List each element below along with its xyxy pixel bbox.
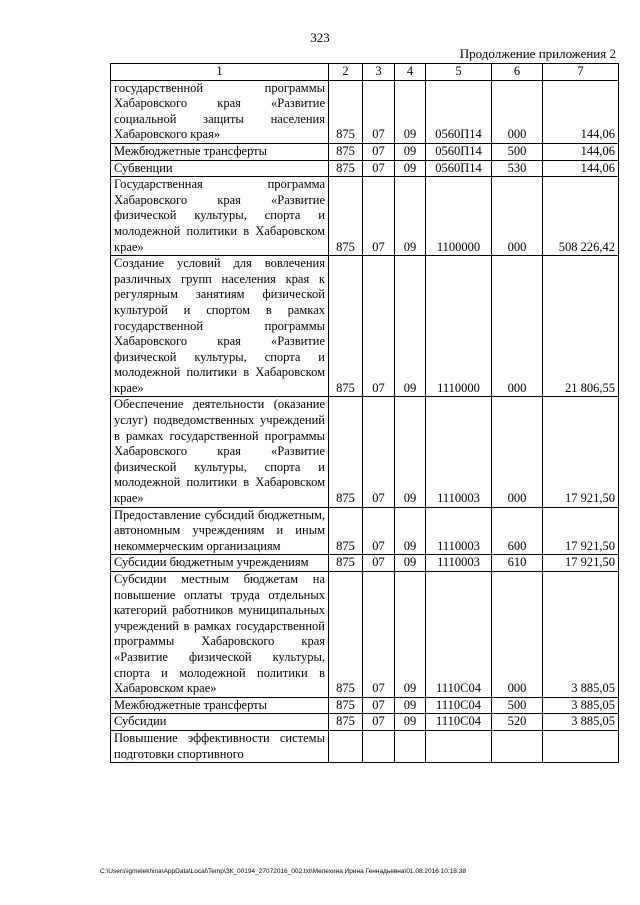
amount-cell: 3 885,05 (543, 572, 619, 698)
section-cell: 07 (363, 697, 395, 714)
column-header: 3 (363, 64, 395, 81)
row-name-cell: Субсидии (111, 714, 329, 731)
column-header: 6 (492, 64, 543, 81)
section-cell: 07 (363, 572, 395, 698)
subsection-cell (395, 730, 426, 762)
table-row (111, 160, 619, 177)
target-article-cell: 0560П14 (426, 80, 492, 143)
section-cell (363, 730, 395, 762)
column-header: 2 (329, 64, 363, 81)
target-article-cell: 1110С04 (426, 714, 492, 731)
target-article-cell: 0560П14 (426, 143, 492, 160)
row-name-cell: Государственная программа Хабаровского края «Развитие физической культуры, спорта и молодежной политики в Хабаровском крае» (111, 177, 329, 256)
table-row (111, 80, 619, 143)
expense-type-cell: 000 (492, 177, 543, 256)
table-row (111, 714, 619, 731)
column-header: 1 (111, 64, 329, 81)
row-name-cell: Повышение эффективности системы подготовки спортивного (111, 730, 329, 762)
section-cell: 07 (363, 256, 395, 397)
target-article-cell: 1100000 (426, 177, 492, 256)
target-article-cell: 1110С04 (426, 572, 492, 698)
target-article-cell: 1110С04 (426, 697, 492, 714)
row-name-cell: Предоставление субсидий бюджетным, автономным учреждениям и иным некоммерческим организациям (111, 507, 329, 555)
row-name-cell: Создание условий для вовлечения различных групп населения края к регулярным занятиям физической культурой и спортом в рамках государственной программы Хабаровского края «Развитие физической культуры, спорта и молодежной политики в Хабаровском крае» (111, 256, 329, 397)
code-cell: 875 (329, 697, 363, 714)
row-name-cell: Межбюджетные трансферты (111, 697, 329, 714)
table-body (111, 80, 619, 763)
column-header: 4 (395, 64, 426, 81)
amount-cell: 21 806,55 (543, 256, 619, 397)
target-article-cell: 1110003 (426, 555, 492, 572)
row-name-cell: Обеспечение деятельности (оказание услуг) подведомственных учреждений в рамках государственной программы Хабаровского края «Развитие физической культуры, спорта и молодежной политики в Хабаровском крае» (111, 397, 329, 507)
expense-type-cell: 500 (492, 143, 543, 160)
subsection-cell: 09 (395, 256, 426, 397)
subsection-cell: 09 (395, 714, 426, 731)
section-cell: 07 (363, 397, 395, 507)
target-article-cell: 1110000 (426, 256, 492, 397)
code-cell: 875 (329, 714, 363, 731)
file-path-footer: C:\Users\igmelekhina\AppData\Local\Temp\ЗК_00194_27072016_002.txt\Мелехина Ирина Геннадьевна\01.08.2016 10:18:38 (100, 868, 466, 875)
row-name-cell: Субвенции (111, 160, 329, 177)
table-row (111, 697, 619, 714)
subsection-cell: 09 (395, 572, 426, 698)
table-row (111, 730, 619, 762)
subsection-cell: 09 (395, 507, 426, 555)
amount-cell: 3 885,05 (543, 697, 619, 714)
table-row (111, 555, 619, 572)
column-header: 5 (426, 64, 492, 81)
code-cell: 875 (329, 572, 363, 698)
section-cell: 07 (363, 143, 395, 160)
section-cell: 07 (363, 714, 395, 731)
subsection-cell: 09 (395, 397, 426, 507)
code-cell: 875 (329, 256, 363, 397)
column-header: 7 (543, 64, 619, 81)
code-cell: 875 (329, 143, 363, 160)
subsection-cell: 09 (395, 160, 426, 177)
subsection-cell: 09 (395, 143, 426, 160)
amount-cell: 144,06 (543, 160, 619, 177)
expense-type-cell: 000 (492, 256, 543, 397)
expense-type-cell (492, 730, 543, 762)
subsection-cell: 09 (395, 177, 426, 256)
table-row (111, 177, 619, 256)
expense-type-cell: 000 (492, 397, 543, 507)
section-cell: 07 (363, 507, 395, 555)
table-row (111, 507, 619, 555)
amount-cell (543, 730, 619, 762)
code-cell (329, 730, 363, 762)
target-article-cell: 1110003 (426, 397, 492, 507)
expense-type-cell: 530 (492, 160, 543, 177)
code-cell: 875 (329, 397, 363, 507)
expense-type-cell: 600 (492, 507, 543, 555)
table-row (111, 572, 619, 698)
table-row (111, 256, 619, 397)
amount-cell: 508 226,42 (543, 177, 619, 256)
subsection-cell: 09 (395, 555, 426, 572)
section-cell: 07 (363, 555, 395, 572)
code-cell: 875 (329, 507, 363, 555)
target-article-cell: 0560П14 (426, 160, 492, 177)
code-cell: 875 (329, 160, 363, 177)
expense-type-cell: 610 (492, 555, 543, 572)
code-cell: 875 (329, 177, 363, 256)
amount-cell: 3 885,05 (543, 714, 619, 731)
expense-type-cell: 500 (492, 697, 543, 714)
page-number: 323 (310, 30, 330, 45)
code-cell: 875 (329, 80, 363, 143)
target-article-cell: 1110003 (426, 507, 492, 555)
budget-table (110, 63, 619, 763)
row-name-cell: Субсидии местным бюджетам на повышение оплаты труда отдельных категорий работников муниципальных учреждений в рамках государственной программы Хабаровского края «Развитие физической культуры, спорта и молодежной политики в Хабаровском крае» (111, 572, 329, 698)
continuation-label: Продолжение приложения 2 (459, 46, 616, 61)
section-cell: 07 (363, 80, 395, 143)
table-row (111, 397, 619, 507)
table-header-row (111, 64, 619, 81)
code-cell: 875 (329, 555, 363, 572)
row-name-cell: Межбюджетные трансферты (111, 143, 329, 160)
amount-cell: 144,06 (543, 143, 619, 160)
amount-cell: 144,06 (543, 80, 619, 143)
section-cell: 07 (363, 177, 395, 256)
row-name-cell: государственной программы Хабаровского края «Развитие социальной защиты населения Хабаровского края» (111, 80, 329, 143)
subsection-cell: 09 (395, 697, 426, 714)
table-row (111, 143, 619, 160)
amount-cell: 17 921,50 (543, 555, 619, 572)
target-article-cell (426, 730, 492, 762)
row-name-cell: Субсидии бюджетным учреждениям (111, 555, 329, 572)
expense-type-cell: 520 (492, 714, 543, 731)
section-cell: 07 (363, 160, 395, 177)
subsection-cell: 09 (395, 80, 426, 143)
amount-cell: 17 921,50 (543, 507, 619, 555)
expense-type-cell: 000 (492, 572, 543, 698)
expense-type-cell: 000 (492, 80, 543, 143)
amount-cell: 17 921,50 (543, 397, 619, 507)
